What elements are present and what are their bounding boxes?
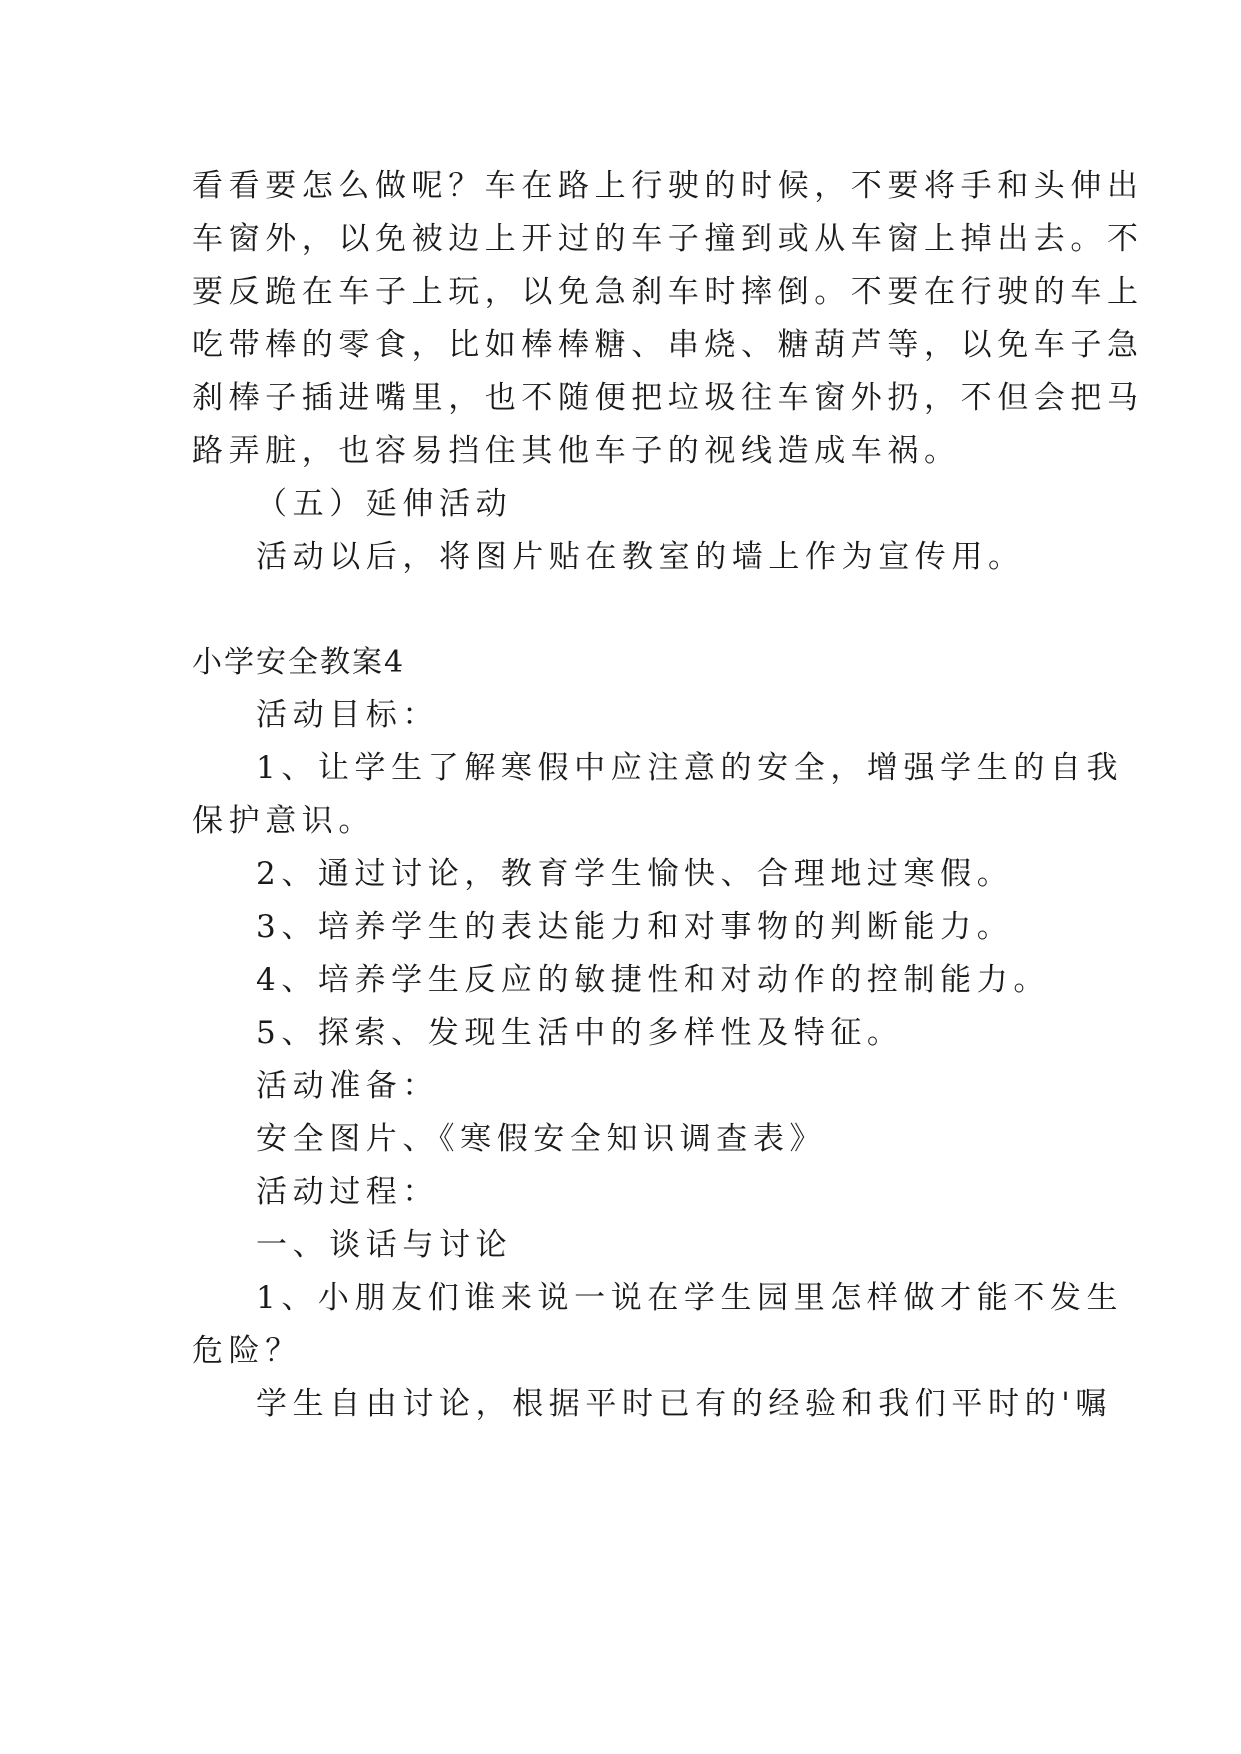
extension-text: 活动以后，将图片贴在教室的墙上作为宣传用。 bbox=[256, 539, 1025, 575]
goal-item: 5、探索、发现生活中的多样性及特征。 bbox=[256, 1015, 904, 1051]
goal-item: 1、让学生了解寒假中应注意的安全，增强学生的自我 bbox=[256, 750, 1124, 786]
goal-item: 3、培养学生的表达能力和对事物的判断能力。 bbox=[256, 909, 1014, 945]
question-item-continuation: 危险？ bbox=[192, 1333, 302, 1369]
prep-text: 安全图片、《寒假安全知识调查表》 bbox=[256, 1121, 827, 1157]
goals-label: 活动目标： bbox=[256, 697, 439, 733]
process-label: 活动过程： bbox=[256, 1174, 439, 1210]
paragraph-line: 车窗外，以免被边上开过的车子撞到或从车窗上掉出去。不 bbox=[192, 221, 1144, 257]
paragraph-line: 路弄脏，也容易挡住其他车子的视线造成车祸。 bbox=[192, 433, 961, 469]
paragraph-line: 看看要怎么做呢？车在路上行驶的时候，不要将手和头伸出 bbox=[192, 168, 1144, 204]
subheading-extension: （五）延伸活动 bbox=[256, 486, 513, 522]
goal-item: 2、通过讨论，教育学生愉快、合理地过寒假。 bbox=[256, 856, 1014, 892]
document-page bbox=[192, 160, 1144, 1431]
prep-label: 活动准备： bbox=[256, 1068, 439, 1104]
section-gap bbox=[192, 584, 1052, 636]
paragraph-line: 要反跪在车子上玩，以免急刹车时摔倒。不要在行驶的车上 bbox=[192, 274, 1144, 310]
goal-item: 4、培养学生反应的敏捷性和对动作的控制能力。 bbox=[256, 962, 1050, 998]
goal-item-continuation: 保护意识。 bbox=[192, 803, 375, 839]
section-title: 小学安全教案4 bbox=[192, 645, 406, 680]
paragraph-line: 刹棒子插进嘴里，也不随便把垃圾往车窗外扔，不但会把马 bbox=[192, 380, 1144, 416]
question-item: 1、小朋友们谁来说一说在学生园里怎样做才能不发生 bbox=[256, 1280, 1124, 1316]
step-heading: 一、谈话与讨论 bbox=[256, 1227, 513, 1263]
discussion-text: 学生自由讨论，根据平时已有的经验和我们平时的'嘱 bbox=[256, 1386, 1112, 1422]
paragraph-line: 吃带棒的零食，比如棒棒糖、串烧、糖葫芦等，以免车子急 bbox=[192, 327, 1144, 363]
